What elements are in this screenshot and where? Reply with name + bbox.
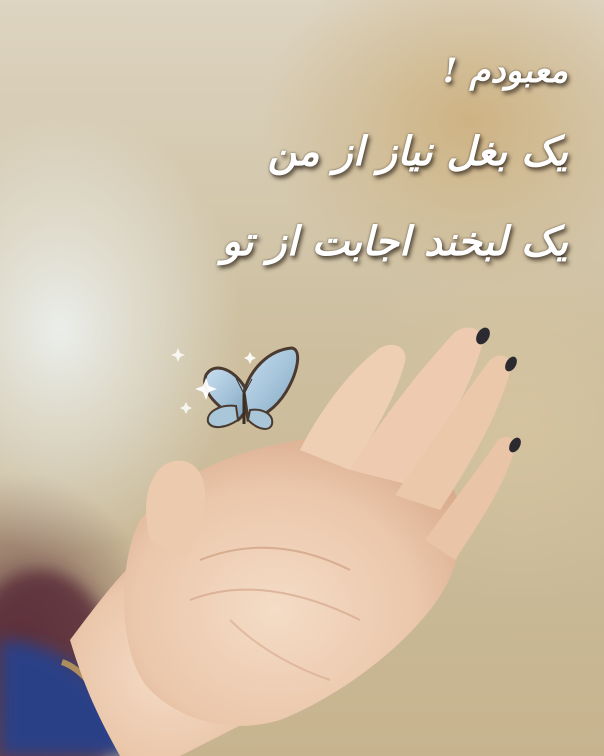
- poem-line-1: معبودم !: [442, 51, 568, 91]
- poem-text: [48, 52, 568, 265]
- poem-line-2: یک بغل نیاز از من: [267, 128, 568, 176]
- poem-line-3: یک لبخند اجابت از تو: [221, 218, 568, 266]
- open-hand: [70, 325, 523, 756]
